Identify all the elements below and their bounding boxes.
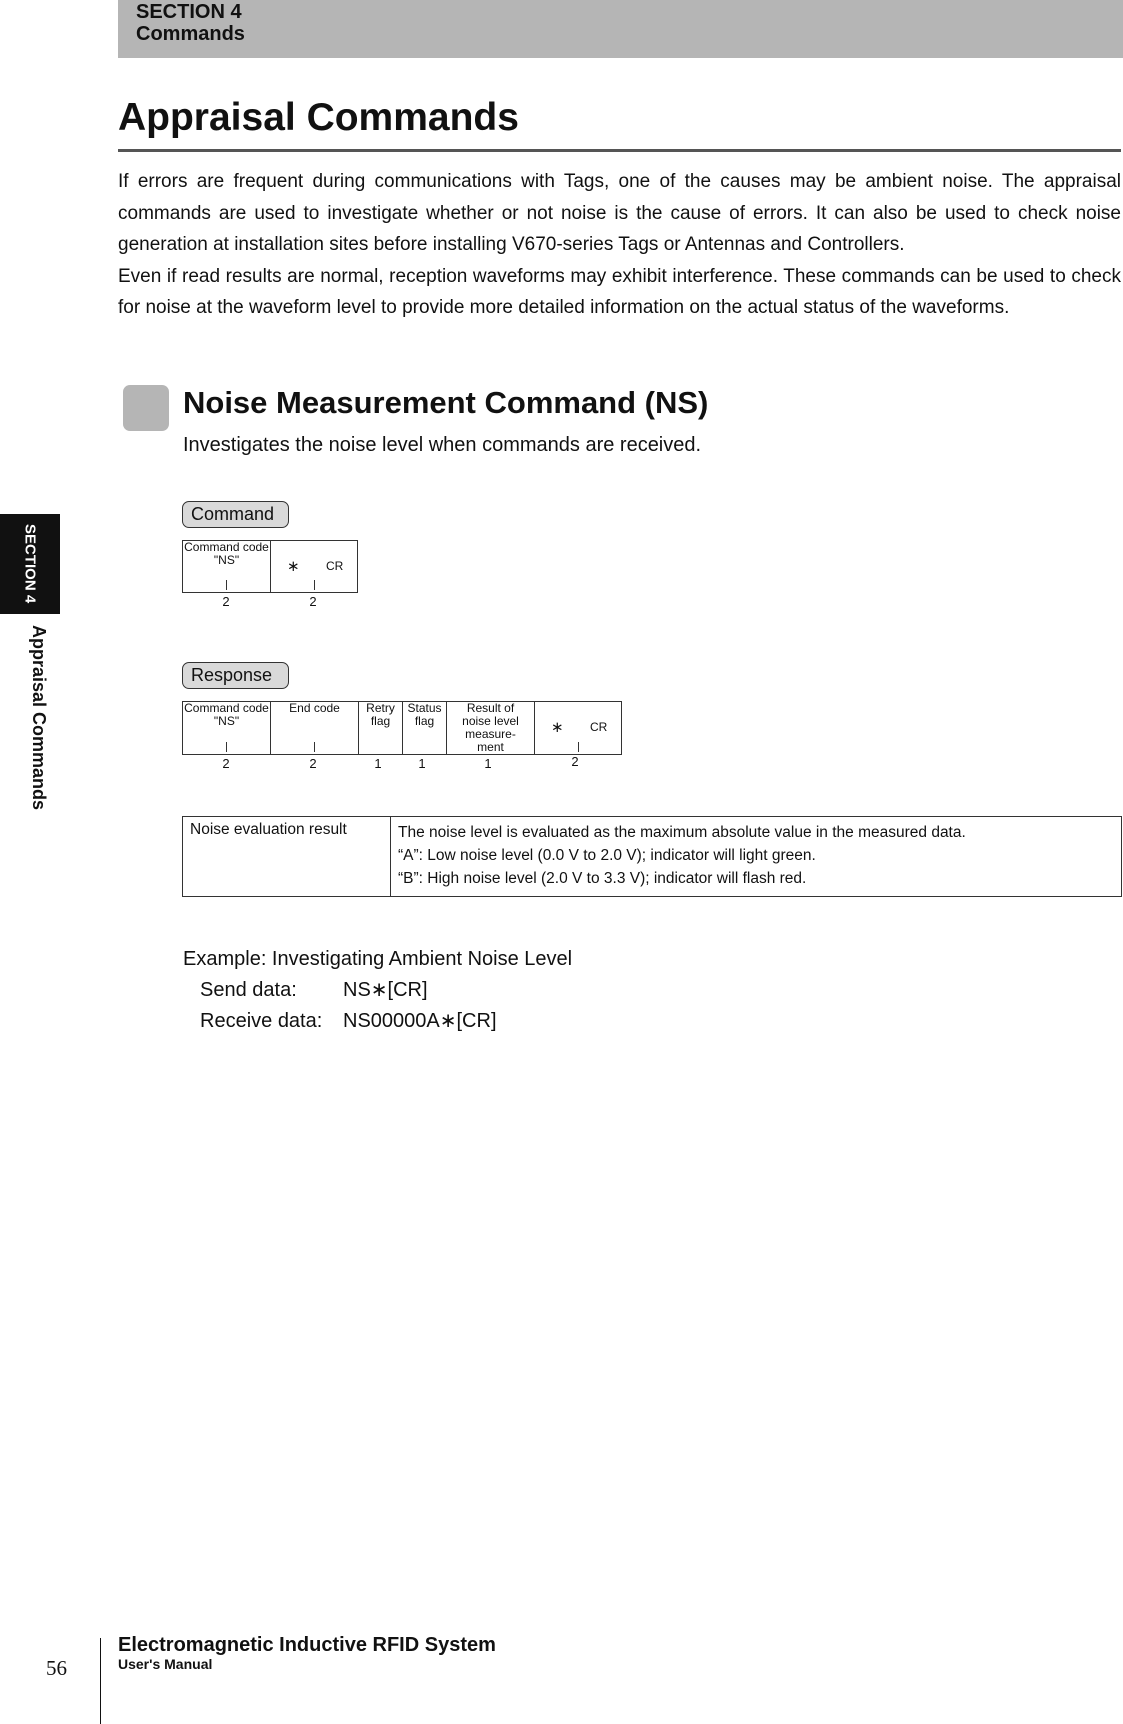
intro-paragraph-1: If errors are frequent during communications with Tags, one of the causes may be ambient noise. The appraisal commands are used to investigate whether or not noise is the cause of errors. It can also be used to check noise generation at installation sites before installing V670-series Tags or Antennas and Controllers. xyxy=(118,171,1121,255)
page-number: 56 xyxy=(46,1656,67,1680)
example-title: Example: Investigating Ambient Noise Level xyxy=(183,948,573,970)
intro-text xyxy=(118,166,1121,324)
command-field-terminator-tick xyxy=(314,580,315,590)
command-field-code-digits: 2 xyxy=(222,594,230,609)
response-field-code-label: Command code "NS" xyxy=(184,701,269,728)
page-title: Appraisal Commands xyxy=(118,96,519,139)
response-field-status-label: Status flag xyxy=(407,701,442,728)
response-field-noise-result xyxy=(446,702,534,754)
eval-line-3: “B”: High noise level (2.0 V to 3.3 V); indicator will flash red. xyxy=(398,870,807,887)
response-field-endcode-label: End code xyxy=(289,701,340,715)
response-field-code xyxy=(182,702,270,754)
terminator-asterisk: ∗ xyxy=(287,558,300,575)
subsection-description: Investigates the noise level when commands are received. xyxy=(183,434,702,456)
response-field-endcode-tick xyxy=(314,742,315,752)
receive-label: Receive data: xyxy=(200,1010,323,1032)
response-field-noise-result-label: Result of noise level measure-ment xyxy=(462,701,519,754)
response-field-endcode-digits: 2 xyxy=(309,756,317,771)
footer-subtitle: User's Manual xyxy=(118,1656,213,1672)
header-band xyxy=(118,0,1123,58)
command-field-code xyxy=(182,541,270,592)
response-field-terminator-digits: 2 xyxy=(571,754,579,769)
table-row xyxy=(183,817,1122,897)
subsection-marker xyxy=(123,385,169,431)
table-cell-name: Noise evaluation result xyxy=(183,817,391,897)
response-field-code-digits: 2 xyxy=(222,756,230,771)
footer-title: Electromagnetic Inductive RFID System xyxy=(118,1634,496,1656)
command-field-code-tick xyxy=(226,580,227,590)
side-tab-title: Appraisal Commands xyxy=(29,625,49,811)
eval-line-2: “A”: Low noise level (0.0 V to 2.0 V); indicator will light green. xyxy=(398,847,816,864)
command-format-frame xyxy=(182,540,358,593)
eval-line-1: The noise level is evaluated as the maximum absolute value in the measured data. xyxy=(398,824,966,841)
command-label: Command xyxy=(182,501,289,528)
response-field-status-digits: 1 xyxy=(418,756,426,771)
response-field-endcode xyxy=(270,702,358,754)
command-field-terminator xyxy=(270,541,358,592)
table-cell-description xyxy=(391,817,1122,897)
example-block xyxy=(183,944,572,1037)
side-tab-section: SECTION 4 xyxy=(21,524,39,604)
response-label: Response xyxy=(182,662,289,689)
send-value: NS∗[CR] xyxy=(343,979,428,1001)
response-terminator-cr: CR xyxy=(590,720,608,734)
noise-evaluation-table xyxy=(182,816,1122,897)
intro-paragraph-2: Even if read results are normal, reception waveforms may exhibit interference. These commands can be used to check for noise at the waveform level to provide more detailed information on the actual status of the waveforms. xyxy=(118,265,1121,318)
response-field-status xyxy=(402,702,446,754)
response-field-code-tick xyxy=(226,742,227,752)
example-send-row xyxy=(183,975,572,1006)
send-label: Send data: xyxy=(200,979,297,1001)
response-field-terminator xyxy=(534,702,622,754)
terminator-cr: CR xyxy=(326,559,344,573)
response-field-terminator-tick xyxy=(578,742,579,752)
response-terminator-asterisk: ∗ xyxy=(551,719,564,736)
header-chapter: Commands xyxy=(136,23,245,45)
subsection-heading: Noise Measurement Command (NS) xyxy=(183,385,709,420)
title-rule xyxy=(118,149,1121,152)
response-field-retry xyxy=(358,702,402,754)
header-section: SECTION 4 xyxy=(136,1,242,23)
command-field-code-label: Command code "NS" xyxy=(184,540,269,567)
response-format-frame xyxy=(182,701,622,755)
example-receive-row xyxy=(183,1006,572,1037)
response-field-retry-digits: 1 xyxy=(374,756,382,771)
footer-rule xyxy=(100,1638,101,1724)
command-field-terminator-digits: 2 xyxy=(309,594,317,609)
receive-value: NS00000A∗[CR] xyxy=(343,1010,497,1032)
response-field-retry-label: Retry flag xyxy=(366,701,395,728)
response-field-noise-result-digits: 1 xyxy=(484,756,492,771)
